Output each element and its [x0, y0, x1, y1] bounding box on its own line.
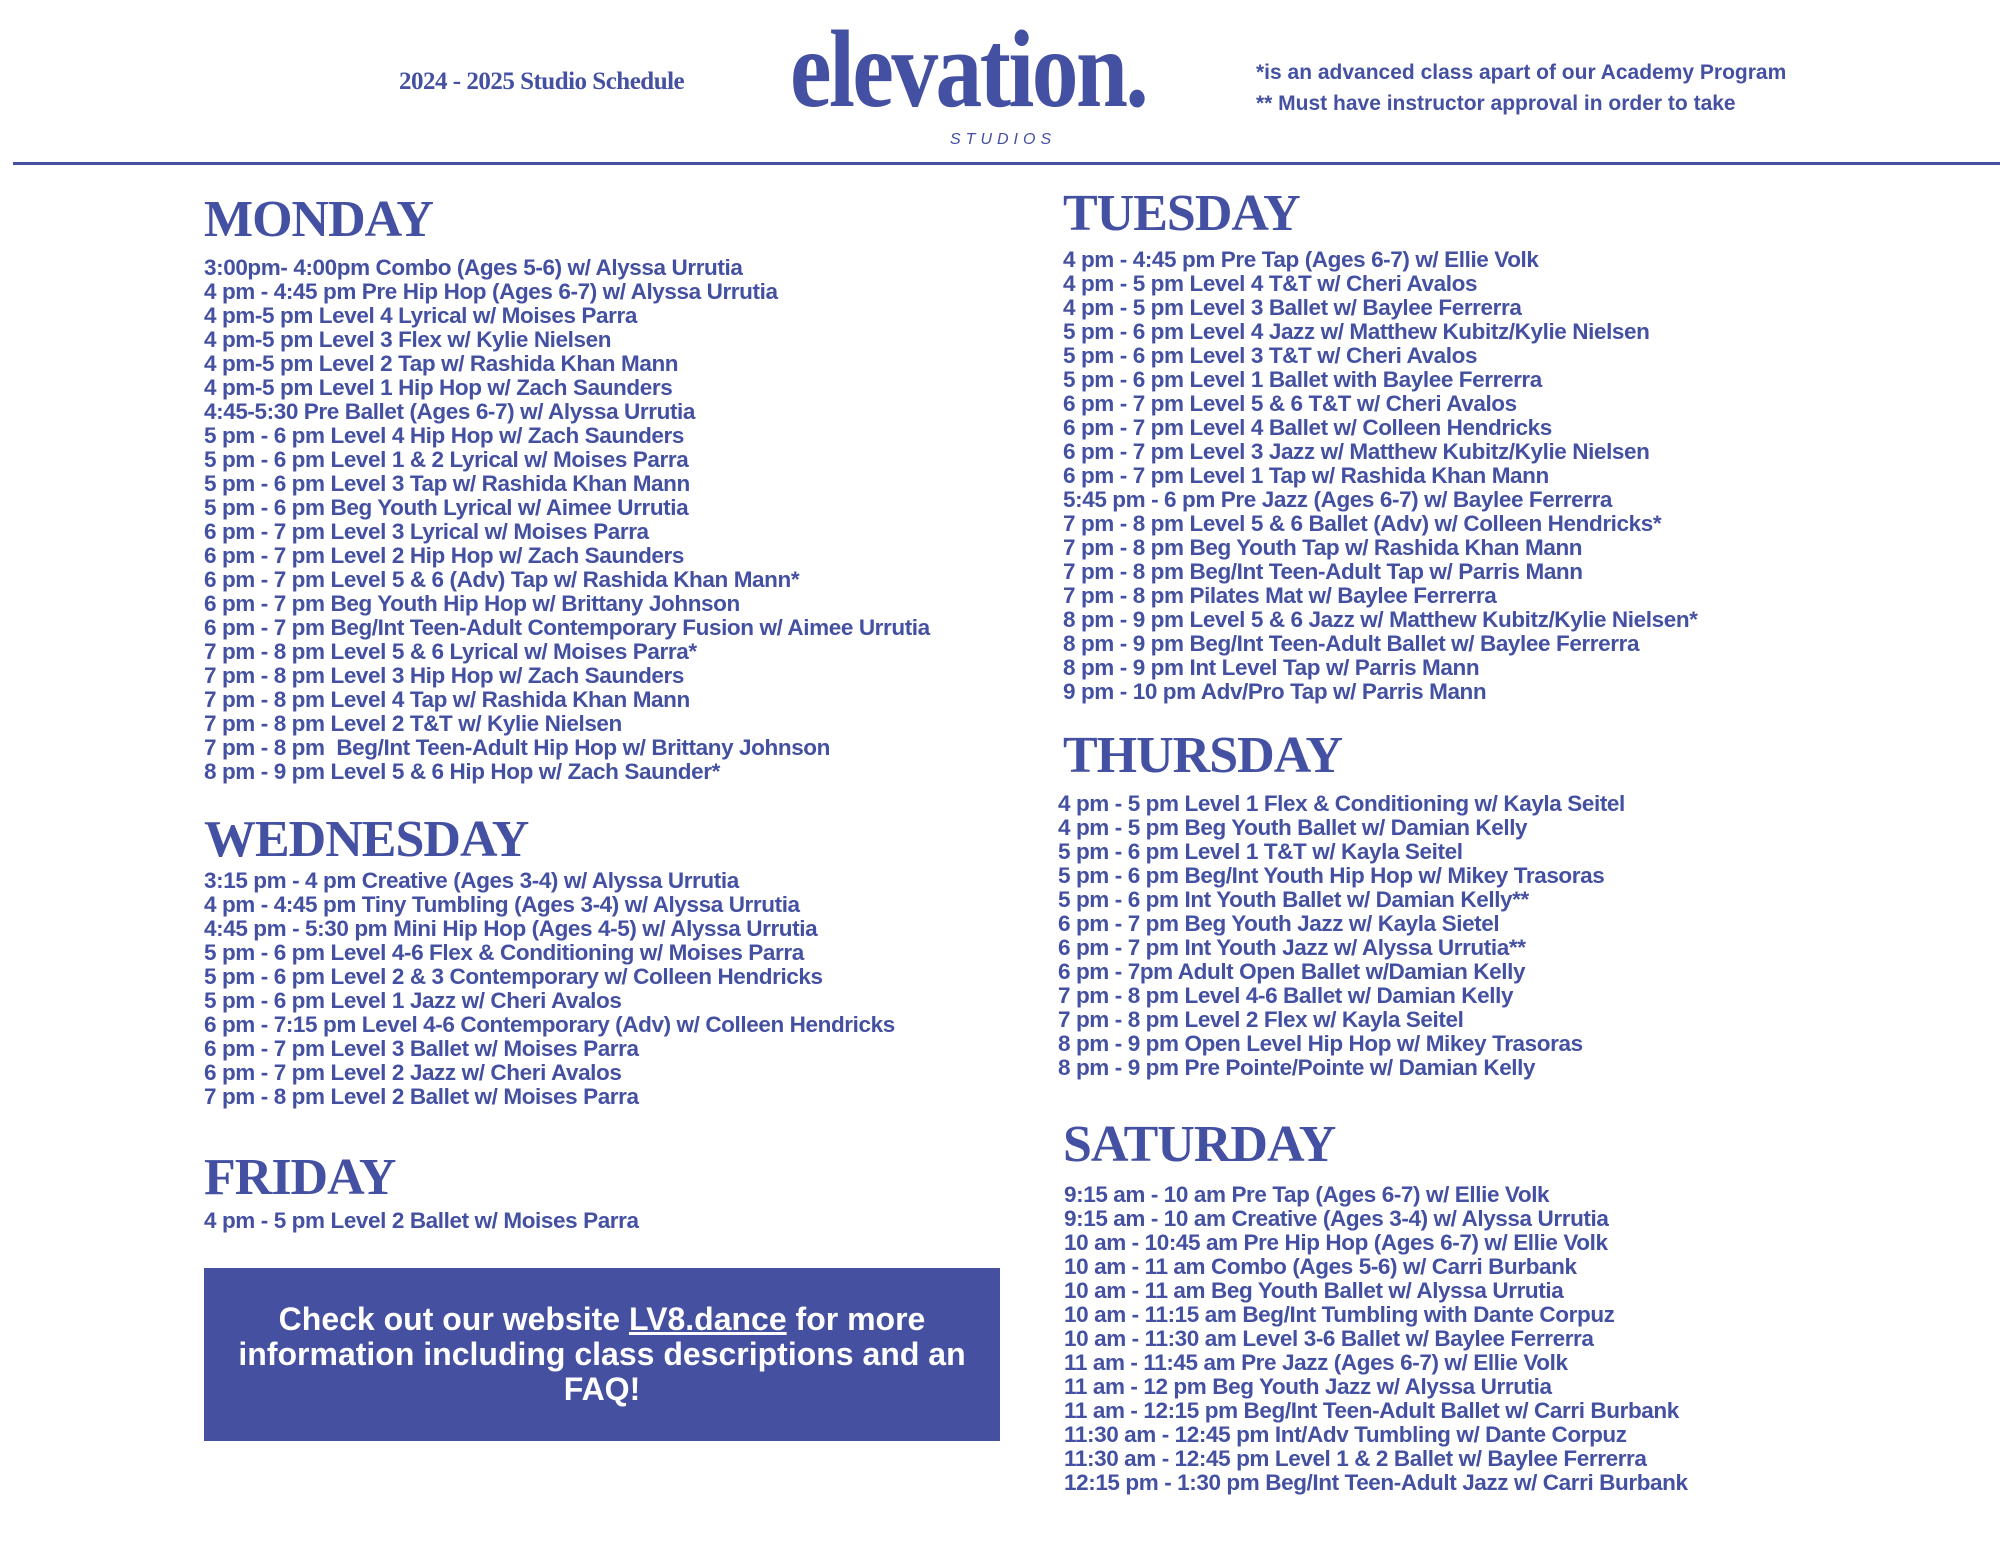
class-item: 7 pm - 8 pm Level 4 Tap w/ Rashida Khan Mann — [204, 687, 690, 712]
class-item: 4 pm - 5 pm Level 4 T&T w/ Cheri Avalos — [1063, 271, 1478, 296]
class-item: 7 pm - 8 pm Level 2 T&T w/ Kylie Nielsen — [204, 711, 622, 736]
class-item: 5 pm - 6 pm Level 1 & 2 Lyrical w/ Moises Parra — [204, 447, 689, 472]
class-item: 10 am - 11:30 am Level 3-6 Ballet w/ Baylee Ferrerra — [1064, 1326, 1594, 1351]
class-item: 5 pm - 6 pm Level 1 Jazz w/ Cheri Avalos — [204, 988, 622, 1013]
day-heading: MONDAY — [204, 191, 433, 248]
class-item: 8 pm - 9 pm Int Level Tap w/ Parris Mann — [1063, 655, 1480, 680]
class-item: 7 pm - 8 pm Level 3 Hip Hop w/ Zach Saunders — [204, 663, 685, 688]
day-heading: WEDNESDAY — [204, 811, 529, 868]
class-item: 5 pm - 6 pm Level 1 T&T w/ Kayla Seitel — [1058, 839, 1463, 864]
advanced-class-note: *is an advanced class apart of our Academy Program — [1256, 61, 1787, 84]
class-item: 6 pm - 7 pm Level 4 Ballet w/ Colleen Hendricks — [1063, 415, 1552, 440]
class-item: 4 pm - 5 pm Beg Youth Ballet w/ Damian Kelly — [1058, 815, 1528, 840]
header-divider — [13, 162, 2000, 165]
banner-text-after: for more information including class descriptions and an FAQ! — [238, 1301, 966, 1407]
class-item: 9:15 am - 10 am Creative (Ages 3-4) w/ Alyssa Urrutia — [1064, 1206, 1609, 1231]
class-item: 6 pm - 7 pm Beg Youth Jazz w/ Kayla Sietel — [1058, 911, 1500, 936]
class-item: 7 pm - 8 pm Beg Youth Tap w/ Rashida Khan Mann — [1063, 535, 1583, 560]
class-item: 11 am - 12:15 pm Beg/Int Teen-Adult Ballet w/ Carri Burbank — [1064, 1398, 1679, 1423]
class-item: 6 pm - 7 pm Level 2 Jazz w/ Cheri Avalos — [204, 1060, 622, 1085]
class-item: 10 am - 11 am Beg Youth Ballet w/ Alyssa Urrutia — [1064, 1278, 1564, 1303]
class-item: 11:30 am - 12:45 pm Int/Adv Tumbling w/ Dante Corpuz — [1064, 1422, 1627, 1447]
class-item: 4:45-5:30 Pre Ballet (Ages 6-7) w/ Alyssa Urrutia — [204, 399, 696, 424]
class-item: 5 pm - 6 pm Int Youth Ballet w/ Damian Kelly** — [1058, 887, 1529, 912]
banner-text — [224, 1302, 980, 1407]
banner-text-before: Check out our website — [278, 1301, 629, 1337]
class-list — [204, 256, 930, 784]
class-item: 4 pm - 4:45 pm Tiny Tumbling (Ages 3-4) w/ Alyssa Urrutia — [204, 892, 800, 917]
day-heading: SATURDAY — [1063, 1116, 1336, 1173]
class-item: 11 am - 12 pm Beg Youth Jazz w/ Alyssa Urrutia — [1064, 1374, 1552, 1399]
logo-studios-text: STUDIOS — [950, 131, 1057, 148]
class-item: 6 pm - 7 pm Level 3 Jazz w/ Matthew Kubitz/Kylie Nielsen — [1063, 439, 1650, 464]
class-item: 6 pm - 7 pm Beg/Int Teen-Adult Contemporary Fusion w/ Aimee Urrutia — [204, 615, 930, 640]
class-item: 4 pm - 4:45 pm Pre Tap (Ages 6-7) w/ Ellie Volk — [1063, 247, 1539, 272]
class-item: 8 pm - 9 pm Beg/Int Teen-Adult Ballet w/ Baylee Ferrerra — [1063, 631, 1640, 656]
class-item: 6 pm - 7pm Adult Open Ballet w/Damian Kelly — [1058, 959, 1526, 984]
class-item: 7 pm - 8 pm Level 2 Ballet w/ Moises Parra — [204, 1084, 639, 1109]
class-item: 12:15 pm - 1:30 pm Beg/Int Teen-Adult Jazz w/ Carri Burbank — [1064, 1470, 1688, 1495]
class-item: 4 pm-5 pm Level 3 Flex w/ Kylie Nielsen — [204, 327, 612, 352]
class-list — [1058, 792, 1625, 1080]
class-item: 6 pm - 7 pm Level 1 Tap w/ Rashida Khan Mann — [1063, 463, 1549, 488]
class-item: 3:15 pm - 4 pm Creative (Ages 3-4) w/ Alyssa Urrutia — [204, 868, 739, 893]
class-item: 4 pm-5 pm Level 2 Tap w/ Rashida Khan Mann — [204, 351, 679, 376]
class-item: 8 pm - 9 pm Level 5 & 6 Hip Hop w/ Zach Saunder* — [204, 759, 720, 784]
day-heading: TUESDAY — [1063, 185, 1300, 242]
class-item: 4 pm-5 pm Level 1 Hip Hop w/ Zach Saunders — [204, 375, 673, 400]
class-item: 11 am - 11:45 am Pre Jazz (Ages 6-7) w/ Ellie Volk — [1064, 1350, 1568, 1375]
class-item: 7 pm - 8 pm Level 5 & 6 Lyrical w/ Moises Parra* — [204, 639, 697, 664]
class-item: 3:00pm- 4:00pm Combo (Ages 5-6) w/ Alyssa Urrutia — [204, 255, 743, 280]
class-item: 5 pm - 6 pm Level 1 Ballet with Baylee Ferrerra — [1063, 367, 1542, 392]
class-list — [204, 869, 895, 1109]
class-item: 4 pm - 5 pm Level 3 Ballet w/ Baylee Ferrerra — [1063, 295, 1522, 320]
class-item: 7 pm - 8 pm Level 5 & 6 Ballet (Adv) w/ Colleen Hendricks* — [1063, 511, 1662, 536]
class-item: 4:45 pm - 5:30 pm Mini Hip Hop (Ages 4-5) w/ Alyssa Urrutia — [204, 916, 818, 941]
class-item: 8 pm - 9 pm Pre Pointe/Pointe w/ Damian Kelly — [1058, 1055, 1536, 1080]
day-heading: THURSDAY — [1063, 727, 1343, 784]
class-item: 6 pm - 7 pm Level 3 Lyrical w/ Moises Parra — [204, 519, 649, 544]
schedule-subtitle: 2024 - 2025 Studio Schedule — [399, 68, 685, 95]
class-item: 11:30 am - 12:45 pm Level 1 & 2 Ballet w/ Baylee Ferrerra — [1064, 1446, 1647, 1471]
class-item: 5 pm - 6 pm Level 4 Jazz w/ Matthew Kubitz/Kylie Nielsen — [1063, 319, 1650, 344]
class-item: 7 pm - 8 pm Beg/Int Teen-Adult Hip Hop w/ Brittany Johnson — [204, 735, 830, 760]
class-item: 6 pm - 7 pm Level 5 & 6 (Adv) Tap w/ Rashida Khan Mann* — [204, 567, 800, 592]
class-item: 6 pm - 7:15 pm Level 4-6 Contemporary (Adv) w/ Colleen Hendricks — [204, 1012, 895, 1037]
approval-note: ** Must have instructor approval in order to take — [1256, 92, 1736, 115]
class-item: 5 pm - 6 pm Level 4-6 Flex & Conditioning w/ Moises Parra — [204, 940, 804, 965]
class-item: 4 pm - 4:45 pm Pre Hip Hop (Ages 6-7) w/ Alyssa Urrutia — [204, 279, 778, 304]
class-item: 6 pm - 7 pm Level 5 & 6 T&T w/ Cheri Avalos — [1063, 391, 1517, 416]
class-item: 8 pm - 9 pm Level 5 & 6 Jazz w/ Matthew Kubitz/Kylie Nielsen* — [1063, 607, 1698, 632]
class-item: 5 pm - 6 pm Beg Youth Lyrical w/ Aimee Urrutia — [204, 495, 689, 520]
class-list — [1063, 248, 1698, 704]
class-item: 4 pm - 5 pm Level 2 Ballet w/ Moises Parra — [204, 1208, 639, 1233]
class-item: 5 pm - 6 pm Level 3 T&T w/ Cheri Avalos — [1063, 343, 1478, 368]
class-item: 8 pm - 9 pm Open Level Hip Hop w/ Mikey Trasoras — [1058, 1031, 1583, 1056]
class-item: 5 pm - 6 pm Level 3 Tap w/ Rashida Khan Mann — [204, 471, 690, 496]
class-item: 7 pm - 8 pm Level 4-6 Ballet w/ Damian Kelly — [1058, 983, 1514, 1008]
website-banner — [204, 1268, 1000, 1441]
class-item: 7 pm - 8 pm Pilates Mat w/ Baylee Ferrerra — [1063, 583, 1497, 608]
class-item: 7 pm - 8 pm Level 2 Flex w/ Kayla Seitel — [1058, 1007, 1464, 1032]
class-item: 5 pm - 6 pm Beg/Int Youth Hip Hop w/ Mikey Trasoras — [1058, 863, 1605, 888]
class-item: 10 am - 11:15 am Beg/Int Tumbling with Dante Corpuz — [1064, 1302, 1615, 1327]
class-item: 9:15 am - 10 am Pre Tap (Ages 6-7) w/ Ellie Volk — [1064, 1182, 1550, 1207]
class-list — [204, 1209, 639, 1233]
class-item: 9 pm - 10 pm Adv/Pro Tap w/ Parris Mann — [1063, 679, 1487, 704]
class-item: 6 pm - 7 pm Level 2 Hip Hop w/ Zach Saunders — [204, 543, 685, 568]
class-item: 4 pm - 5 pm Level 1 Flex & Conditioning w/ Kayla Seitel — [1058, 791, 1625, 816]
class-item: 7 pm - 8 pm Beg/Int Teen-Adult Tap w/ Parris Mann — [1063, 559, 1583, 584]
elevation-logo: elevation. — [790, 8, 1147, 130]
class-item: 10 am - 11 am Combo (Ages 5-6) w/ Carri Burbank — [1064, 1254, 1577, 1279]
website-link[interactable]: LV8.dance — [628, 1301, 787, 1337]
class-item: 6 pm - 7 pm Level 3 Ballet w/ Moises Parra — [204, 1036, 639, 1061]
class-item: 6 pm - 7 pm Beg Youth Hip Hop w/ Brittany Johnson — [204, 591, 740, 616]
class-item: 5 pm - 6 pm Level 4 Hip Hop w/ Zach Saunders — [204, 423, 685, 448]
class-item: 10 am - 10:45 am Pre Hip Hop (Ages 6-7) w/ Ellie Volk — [1064, 1230, 1608, 1255]
class-item: 6 pm - 7 pm Int Youth Jazz w/ Alyssa Urrutia** — [1058, 935, 1526, 960]
class-item: 5:45 pm - 6 pm Pre Jazz (Ages 6-7) w/ Baylee Ferrerra — [1063, 487, 1613, 512]
class-list — [1064, 1183, 1688, 1495]
class-item: 5 pm - 6 pm Level 2 & 3 Contemporary w/ Colleen Hendricks — [204, 964, 823, 989]
class-item: 4 pm-5 pm Level 4 Lyrical w/ Moises Parra — [204, 303, 637, 328]
day-heading: FRIDAY — [204, 1149, 396, 1206]
